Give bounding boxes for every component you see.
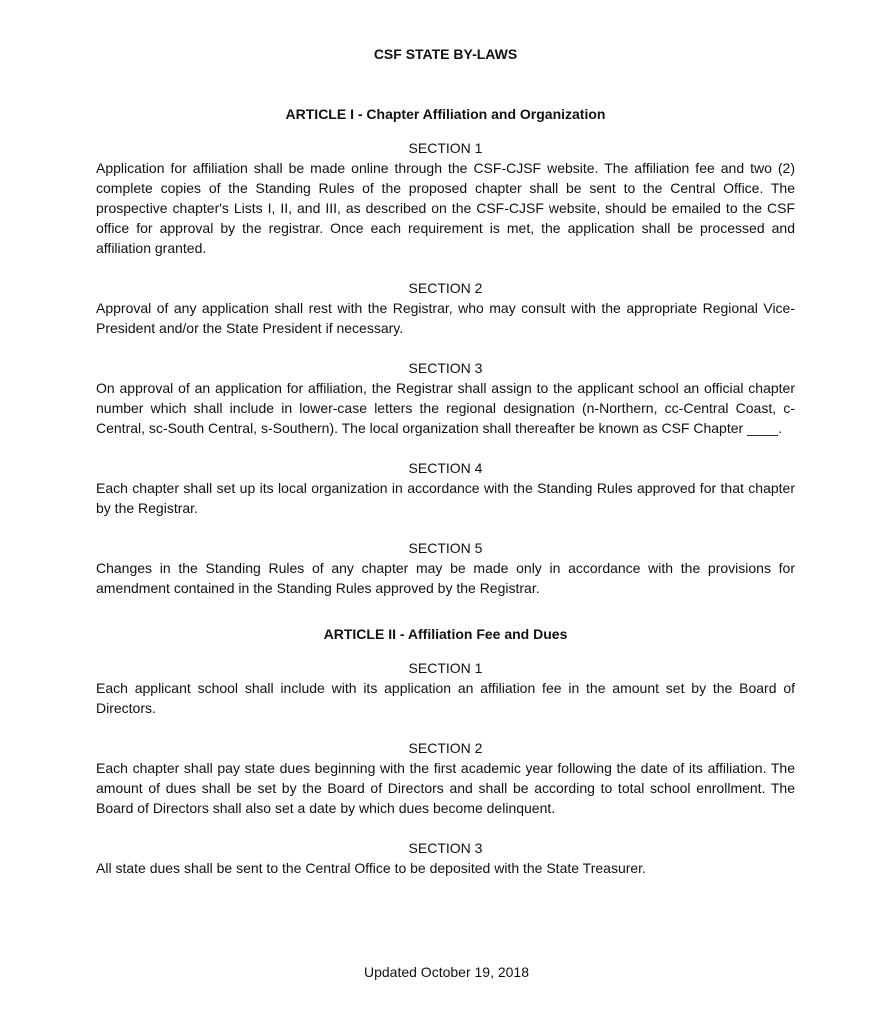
section-heading: SECTION 1 bbox=[408, 140, 483, 156]
article-1-section-4 bbox=[96, 458, 795, 518]
article-2-section-2 bbox=[96, 738, 795, 818]
section-text: On approval of an application for affiliation, the Registrar shall assign to the applicant school an official chapter number which shall include in lower-case letters the regional designation (n-Northern, cc-Central Coast, c-Central, sc-South Central, s-Southern). The local organization shall thereafter be known as CSF Chapter ____. bbox=[96, 380, 795, 436]
article-title: ARTICLE II - Affiliation Fee and Dues bbox=[323, 626, 568, 642]
section-text: Each chapter shall set up its local organization in accordance with the Standing Rules approved for that chapter by the Registrar. bbox=[96, 480, 795, 516]
section-text: All state dues shall be sent to the Central Office to be deposited with the State Treasurer. bbox=[96, 860, 646, 876]
section-heading: SECTION 3 bbox=[408, 840, 483, 856]
section-text: Application for affiliation shall be made online through the CSF-CJSF website. The affiliation fee and two (2) complete copies of the Standing Rules of the proposed chapter shall be sent to the Central Office. The prospective chapter's Lists I, II, and III, as described on the CSF-CJSF website, should be emailed to the CSF office for approval by the registrar. Once each requirement is met, the application shall be processed and affiliation granted. bbox=[96, 160, 795, 256]
section-heading: SECTION 3 bbox=[408, 360, 483, 376]
section-heading: SECTION 2 bbox=[408, 280, 483, 296]
section-text: Changes in the Standing Rules of any chapter may be made only in accordance with the provisions for amendment contained in the Standing Rules approved by the Registrar. bbox=[96, 560, 795, 596]
article-1-section-1 bbox=[96, 138, 795, 258]
article-title: ARTICLE I - Chapter Affiliation and Organization bbox=[285, 106, 606, 122]
section-text: Approval of any application shall rest with the Registrar, who may consult with the appropriate Regional Vice-President and/or the State President if necessary. bbox=[96, 300, 795, 336]
article-2-section-3 bbox=[96, 838, 795, 878]
article-1 bbox=[96, 104, 795, 598]
article-2-section-1 bbox=[96, 658, 795, 718]
section-heading: SECTION 4 bbox=[408, 460, 483, 476]
updated-date-footer: Updated October 19, 2018 bbox=[363, 964, 529, 980]
section-text: Each chapter shall pay state dues beginning with the first academic year following the date of its affiliation. The amount of dues shall be set by the Board of Directors and shall be according to total school enrollment. The Board of Directors shall also set a date by which dues become delinquent. bbox=[96, 760, 795, 816]
section-text: Each applicant school shall include with its application an affiliation fee in the amount set by the Board of Directors. bbox=[96, 680, 795, 716]
section-heading: SECTION 2 bbox=[408, 740, 483, 756]
article-1-section-5 bbox=[96, 538, 795, 598]
section-heading: SECTION 1 bbox=[408, 660, 483, 676]
article-2 bbox=[96, 624, 795, 878]
section-heading: SECTION 5 bbox=[408, 540, 483, 556]
article-1-section-2 bbox=[96, 278, 795, 338]
document-title: CSF STATE BY-LAWS bbox=[373, 46, 518, 62]
article-1-section-3 bbox=[96, 358, 795, 438]
